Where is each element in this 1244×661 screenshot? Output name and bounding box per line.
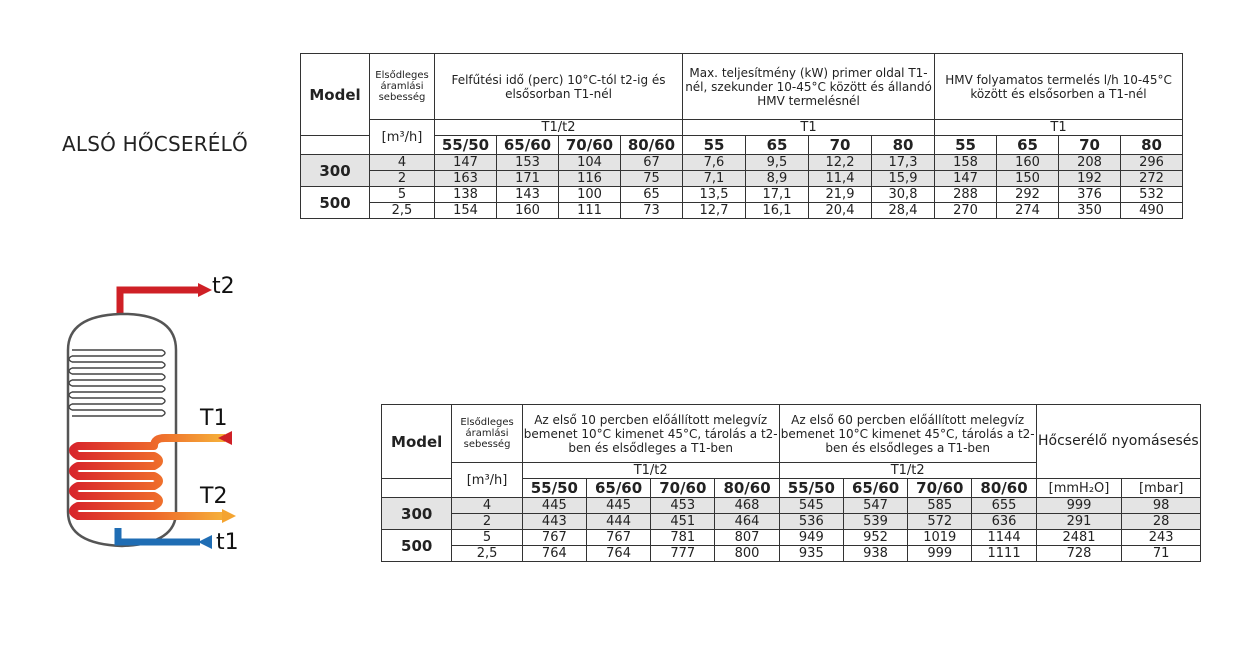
value-cell: 949 [779,530,843,546]
col-header: 80 [872,136,935,155]
value-cell: 728 [1036,546,1122,562]
value-cell: 21,9 [809,187,872,203]
value-cell: 767 [586,530,650,546]
value-cell: 1111 [972,546,1036,562]
value-cell: 208 [1059,155,1121,171]
model-cell: 500 [382,530,452,562]
value-cell: 17,3 [872,155,935,171]
flow-cell: 2,5 [452,546,522,562]
value-cell: 28,4 [872,203,935,219]
table-row [301,203,1183,219]
value-cell: 291 [1036,514,1122,530]
col-header: 65/60 [586,479,650,498]
value-cell: 443 [522,514,586,530]
table-1-body [301,155,1183,219]
group-sub-first-60-min: T1/t2 [779,463,1036,479]
value-cell: 143 [497,187,559,203]
table-row [301,187,1183,203]
value-cell: 192 [1059,171,1121,187]
value-cell: 8,9 [746,171,809,187]
section-title: ALSÓ HŐCSERÉLŐ [62,132,248,156]
value-cell: 73 [621,203,683,219]
group-sub-max-power: T1 [683,120,935,136]
value-cell: 150 [997,171,1059,187]
value-cell: 539 [843,514,907,530]
value-cell: 585 [908,498,972,514]
value-cell: 781 [651,530,715,546]
col-header: 65/60 [843,479,907,498]
col-header: 80/60 [715,479,779,498]
group-header-max-power: Max. teljesítmény (kW) primer oldal T1-nél, szekunder 10-45°C között és állandó HMV termelésnél [683,54,935,120]
t1-arrow-icon [198,535,212,549]
label-t1: t1 [216,530,239,555]
table-row [382,530,1201,546]
group-header-pressure-drop: Hőcserélő nyomásesés [1036,405,1200,479]
value-cell: 12,7 [683,203,746,219]
value-cell: 636 [972,514,1036,530]
value-cell: 764 [586,546,650,562]
value-cell: 98 [1122,498,1201,514]
value-cell: 28 [1122,514,1201,530]
value-cell: 1019 [908,530,972,546]
flow-cell: 2,5 [370,203,435,219]
col-header: 80/60 [621,136,683,155]
t2-arrow-icon [198,283,212,297]
flow-cell: 2 [452,514,522,530]
col-header: 70/60 [651,479,715,498]
value-cell: 999 [1036,498,1122,514]
model-cell: 500 [301,187,370,219]
model-header: Model [301,54,370,136]
col-header: 70/60 [908,479,972,498]
value-cell: 468 [715,498,779,514]
table-row [382,514,1201,530]
value-cell: 270 [935,203,997,219]
col-header: 55/50 [522,479,586,498]
value-cell: 296 [1121,155,1183,171]
value-cell: 12,2 [809,155,872,171]
heat-exchanger-diagram [50,270,250,570]
col-header: 55 [683,136,746,155]
value-cell: 938 [843,546,907,562]
T2-arrow-icon [222,509,236,523]
value-cell: 807 [715,530,779,546]
value-cell: 138 [435,187,497,203]
value-cell: 163 [435,171,497,187]
col-header: 65 [997,136,1059,155]
performance-table-2 [381,404,1201,562]
flow-header: Elsődleges áramlási sebesség [452,405,522,463]
group-sub-continuous-output: T1 [935,120,1183,136]
value-cell: 20,4 [809,203,872,219]
group-header-first-10-min: Az első 10 percben előállított melegvíz bemenet 10°C kimenet 45°C, tárolás a t2-ben és elsődleges a T1-ben [522,405,779,463]
col-header: 70 [1059,136,1121,155]
group-sub-first-10-min: T1/t2 [522,463,779,479]
value-cell: 547 [843,498,907,514]
table-row [382,546,1201,562]
value-cell: 17,1 [746,187,809,203]
label-t2: t2 [212,274,235,299]
flow-cell: 2 [370,171,435,187]
value-cell: 65 [621,187,683,203]
value-cell: 1144 [972,530,1036,546]
t2-pipe [120,290,200,316]
col-header: 80/60 [972,479,1036,498]
group-header-continuous-output: HMV folyamatos termelés l/h 10-45°C között és elsősorben a T1-nél [935,54,1183,120]
value-cell: 9,5 [746,155,809,171]
group-sub-heating-time: T1/t2 [435,120,683,136]
value-cell: 572 [908,514,972,530]
model-header-spacer [301,136,370,155]
value-cell: 2481 [1036,530,1122,546]
table-2-body [382,498,1201,562]
col-header: 55 [935,136,997,155]
value-cell: 292 [997,187,1059,203]
value-cell: 153 [497,155,559,171]
value-cell: 111 [559,203,621,219]
value-cell: 764 [522,546,586,562]
col-header: 70 [809,136,872,155]
value-cell: 350 [1059,203,1121,219]
T1-arrow-icon [218,431,232,445]
table-row [382,498,1201,514]
pressure-unit-mbar: [mbar] [1122,479,1201,498]
group-header-first-60-min: Az első 60 percben előállított melegvíz bemenet 10°C kimenet 45°C, tárolás a t2-ben és elsődleges a T1-ben [779,405,1036,463]
value-cell: 7,6 [683,155,746,171]
col-header: 65/60 [497,136,559,155]
flow-unit: [m³/h] [370,120,435,155]
value-cell: 767 [522,530,586,546]
flow-cell: 4 [370,155,435,171]
performance-table-1 [300,53,1183,219]
value-cell: 158 [935,155,997,171]
value-cell: 952 [843,530,907,546]
col-header: 70/60 [559,136,621,155]
value-cell: 445 [586,498,650,514]
value-cell: 67 [621,155,683,171]
flow-header: Elsődleges áramlási sebesség [370,54,435,120]
value-cell: 160 [997,155,1059,171]
flow-unit: [m³/h] [452,463,522,498]
value-cell: 935 [779,546,843,562]
value-cell: 147 [935,171,997,187]
value-cell: 147 [435,155,497,171]
model-header-spacer [382,479,452,498]
model-cell: 300 [301,155,370,187]
value-cell: 274 [997,203,1059,219]
label-T2: T2 [200,484,228,509]
value-cell: 100 [559,187,621,203]
value-cell: 160 [497,203,559,219]
value-cell: 272 [1121,171,1183,187]
value-cell: 243 [1122,530,1201,546]
value-cell: 116 [559,171,621,187]
value-cell: 288 [935,187,997,203]
col-header: 80 [1121,136,1183,155]
value-cell: 11,4 [809,171,872,187]
value-cell: 376 [1059,187,1121,203]
value-cell: 451 [651,514,715,530]
col-header: 55/50 [779,479,843,498]
tank-shell [68,314,176,546]
table-row [301,171,1183,187]
value-cell: 104 [559,155,621,171]
value-cell: 30,8 [872,187,935,203]
model-header: Model [382,405,452,479]
value-cell: 75 [621,171,683,187]
value-cell: 800 [715,546,779,562]
pressure-unit-mmh2o: [mmH₂O] [1036,479,1122,498]
value-cell: 71 [1122,546,1201,562]
value-cell: 999 [908,546,972,562]
value-cell: 453 [651,498,715,514]
col-header: 55/50 [435,136,497,155]
value-cell: 464 [715,514,779,530]
model-cell: 300 [382,498,452,530]
value-cell: 154 [435,203,497,219]
group-header-heating-time: Felfűtési idő (perc) 10°C-tól t2-ig és elsősorban T1-nél [435,54,683,120]
value-cell: 16,1 [746,203,809,219]
value-cell: 545 [779,498,843,514]
value-cell: 445 [522,498,586,514]
value-cell: 777 [651,546,715,562]
value-cell: 490 [1121,203,1183,219]
value-cell: 536 [779,514,843,530]
value-cell: 444 [586,514,650,530]
col-header: 65 [746,136,809,155]
value-cell: 171 [497,171,559,187]
value-cell: 13,5 [683,187,746,203]
flow-cell: 4 [452,498,522,514]
flow-cell: 5 [452,530,522,546]
value-cell: 655 [972,498,1036,514]
label-T1: T1 [200,406,228,431]
flow-cell: 5 [370,187,435,203]
value-cell: 7,1 [683,171,746,187]
value-cell: 532 [1121,187,1183,203]
value-cell: 15,9 [872,171,935,187]
table-row [301,155,1183,171]
